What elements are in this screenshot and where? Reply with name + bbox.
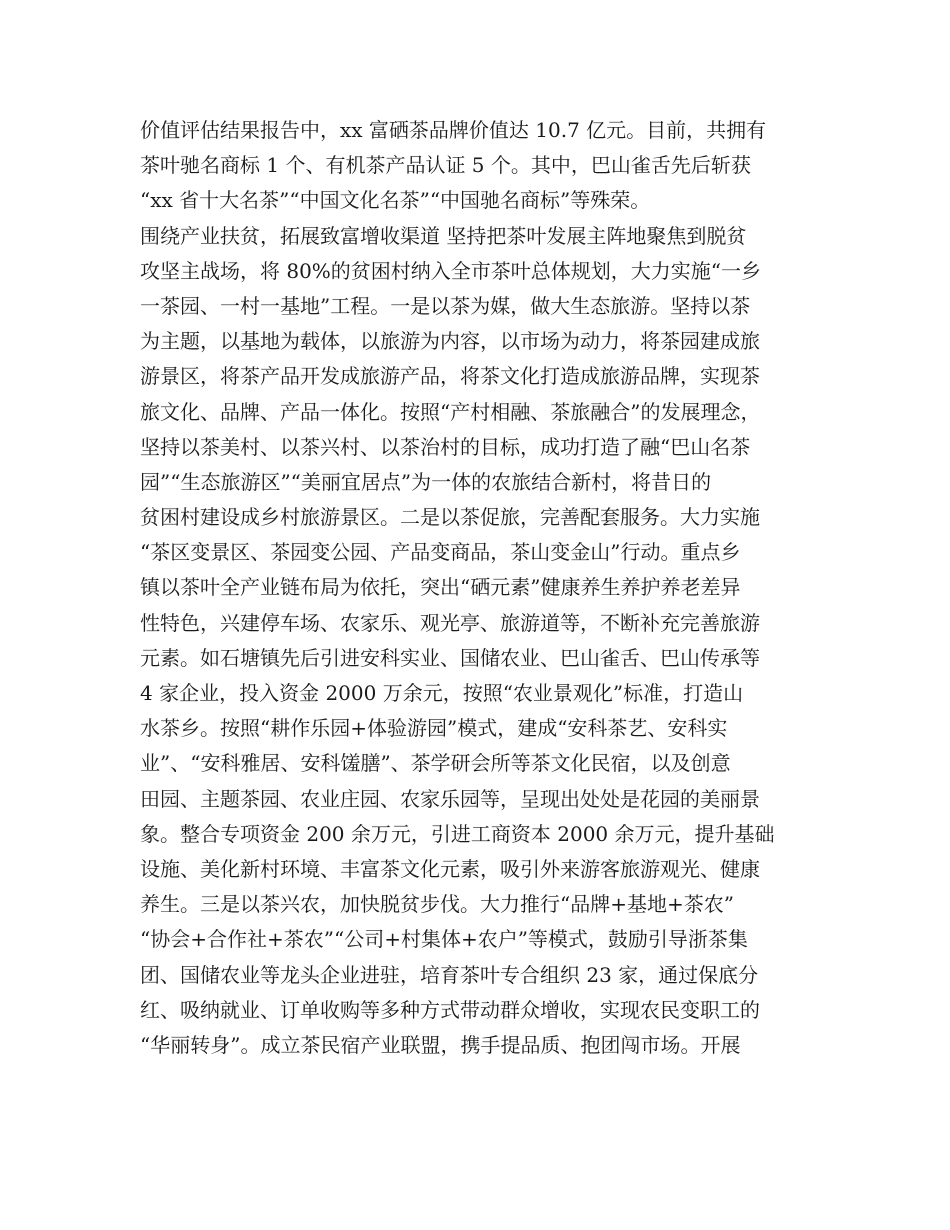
text-line: 园”“生态旅游区”“美丽宜居点”为一体的农旅结合新村，将昔日的 — [140, 469, 712, 494]
text-line: 贫困村建设成乡村旅游景区。二是以茶促旅，完善配套服务。大力实施 — [140, 505, 760, 530]
text-line: 一茶园、一村一基地”工程。一是以茶为媒，做大生态旅游。坚持以茶 — [140, 293, 751, 318]
text-line: “xx 省十大名茶”“中国文化名茶”“中国驰名商标”等殊荣。 — [140, 188, 651, 213]
text-line: 养生。三是以茶兴农，加快脱贫步伐。大力推行“品牌+基地+茶农” — [140, 892, 734, 917]
text-line: 水茶乡。按照“耕作乐园+体验游园”模式，建成“安科茶艺、安科实 — [140, 716, 728, 741]
text-line: 攻坚主战场，将 80%的贫困村纳入全市茶叶总体规划，大力实施“一乡 — [140, 258, 762, 283]
text-line: “华丽转身”。成立茶民宿产业联盟，携手提品质、抱团闯市场。开展 — [140, 1032, 741, 1057]
text-line: 游景区，将茶产品开发成旅游产品，将茶文化打造成旅游品牌，实现茶 — [140, 364, 760, 389]
text-line: 茶叶驰名商标 1 个、有机茶产品认证 5 个。其中，巴山雀舌先后斩获 — [140, 153, 751, 178]
text-line: 团、国储农业等龙头企业进驻，培育茶叶专合组织 23 家，通过保底分 — [140, 962, 759, 987]
text-line: “协会+合作社+茶农”“公司+村集体+农户”等模式，鼓励引导浙茶集 — [140, 927, 748, 952]
body-text — [140, 113, 840, 1063]
text-line: 镇以茶叶全产业链布局为依托，突出“硒元素”健康养生养护养老差异 — [140, 575, 741, 600]
text-line: 象。整合专项资金 200 余万元，引进工商资本 2000 余万元，提升基础 — [140, 821, 775, 846]
text-line: 4 家企业，投入资金 2000 万余元，按照“农业景观化”标准，打造山 — [140, 681, 744, 705]
text-line: “茶区变景区、茶园变公园、产品变商品，茶山变金山”行动。重点乡 — [140, 540, 741, 565]
text-line: 业”、“安科雅居、安科馐膳”、茶学研会所等茶文化民宿，以及创意 — [140, 751, 731, 776]
text-line: 设施、美化新村环境、丰富茶文化元素，吸引外来游客旅游观光、健康 — [140, 856, 760, 881]
text-line: 为主题，以基地为载体，以旅游为内容，以市场为动力，将茶园建成旅 — [140, 329, 760, 354]
text-line: 价值评估结果报告中，xx 富硒茶品牌价值达 10.7 亿元。目前，共拥有 — [140, 118, 767, 142]
text-line: 元素。如石塘镇先后引进安科实业、国储农业、巴山雀舌、巴山传承等 — [140, 645, 760, 670]
text-line: 围绕产业扶贫，拓展致富增收渠道 坚持把茶叶发展主阵地聚焦到脱贫 — [140, 223, 747, 248]
text-line: 红、吸纳就业、订单收购等多种方式带动群众增收，实现农民变职工的 — [140, 997, 760, 1022]
text-line: 坚持以茶美村、以茶兴村、以茶治村的目标，成功打造了融“巴山名茶 — [140, 434, 751, 459]
text-line: 性特色，兴建停车场、农家乐、观光亭、旅游道等，不断补充完善旅游 — [140, 610, 760, 635]
text-line: 旅文化、品牌、产品一体化。按照“产村相融、茶旅融合”的发展理念， — [140, 399, 761, 424]
text-line: 田园、主题茶园、农业庄园、农家乐园等，呈现出处处是花园的美丽景 — [140, 786, 760, 811]
